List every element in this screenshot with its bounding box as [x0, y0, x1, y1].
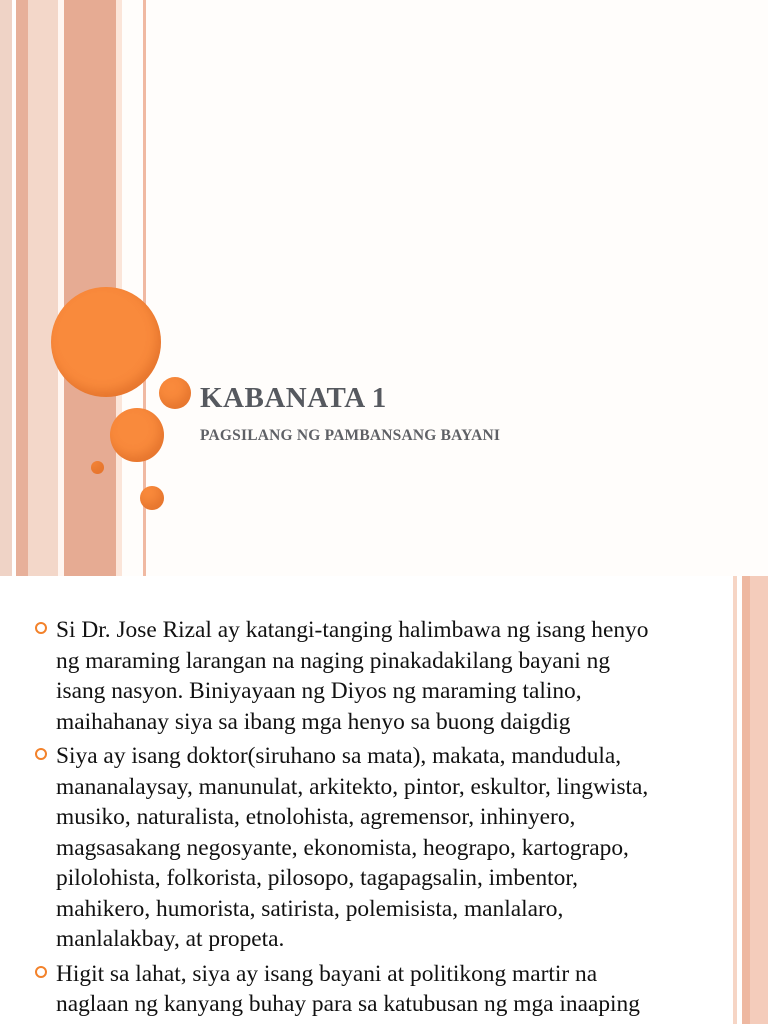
- bullet-line: naglaan ng kanyang buhay para sa katubusan ng mga inaaping: [56, 991, 640, 1017]
- decorative-stripe: [742, 576, 750, 1024]
- bullet-line: Higit sa lahat, siya ay isang bayani at politikong martir na: [56, 960, 598, 987]
- orange-ring-bullet-icon: [35, 966, 47, 978]
- decorative-stripe: [16, 0, 28, 576]
- decorative-circle-large: [51, 287, 161, 397]
- bullet-item: [33, 741, 719, 955]
- decorative-stripe: [0, 0, 12, 576]
- orange-ring-bullet-icon: [35, 622, 47, 634]
- decorative-stripe: [750, 576, 768, 1024]
- bullet-line: Si Dr. Jose Rizal ay katangi-tanging halimbawa ng isang henyo: [56, 617, 649, 643]
- bullet-line: musiko, naturalista, etnolohista, agremensor, inhinyero,: [56, 804, 576, 830]
- decorative-circle-small: [159, 377, 191, 409]
- bullet-line: pilolohista, folkorista, pilosopo, tagapagsalin, imbentor,: [56, 865, 579, 891]
- slide-subtitle: PAGSILANG NG PAMBANSANG BAYANI: [200, 427, 501, 444]
- bullet-list: [33, 615, 719, 1024]
- decorative-circle-small: [140, 486, 164, 510]
- bullet-line: isang nasyon. Biniyayaan ng Diyos ng maraming talino,: [56, 678, 582, 704]
- content-slide: [0, 576, 768, 1024]
- bullet-item: [33, 959, 719, 1020]
- slide-title: KABANATA 1: [200, 382, 387, 414]
- bullet-line: maihahanay siya sa ibang mga henyo sa buong daigdig: [56, 708, 571, 735]
- decorative-circle-tiny: [91, 461, 104, 474]
- decorative-circle-medium: [110, 408, 164, 462]
- bullet-line: magsasakang negosyante, ekonomista, heograpo, kartograpo,: [56, 834, 629, 861]
- bullet-line: Siya ay isang doktor(siruhano sa mata), makata, mandudula,: [56, 743, 622, 769]
- orange-ring-bullet-icon: [35, 748, 47, 760]
- decorative-stripe: [28, 0, 58, 576]
- bullet-line: mahikero, humorista, satirista, polemisista, manlalaro,: [56, 895, 564, 922]
- bullet-item: [33, 615, 719, 737]
- bullet-line: ng maraming larangan na naging pinakadakilang bayani ng: [56, 647, 611, 674]
- bullet-line: manlalakbay, at propeta.: [56, 926, 285, 952]
- bullet-line: mananalaysay, manunulat, arkitekto, pintor, eskultor, lingwista,: [56, 773, 649, 800]
